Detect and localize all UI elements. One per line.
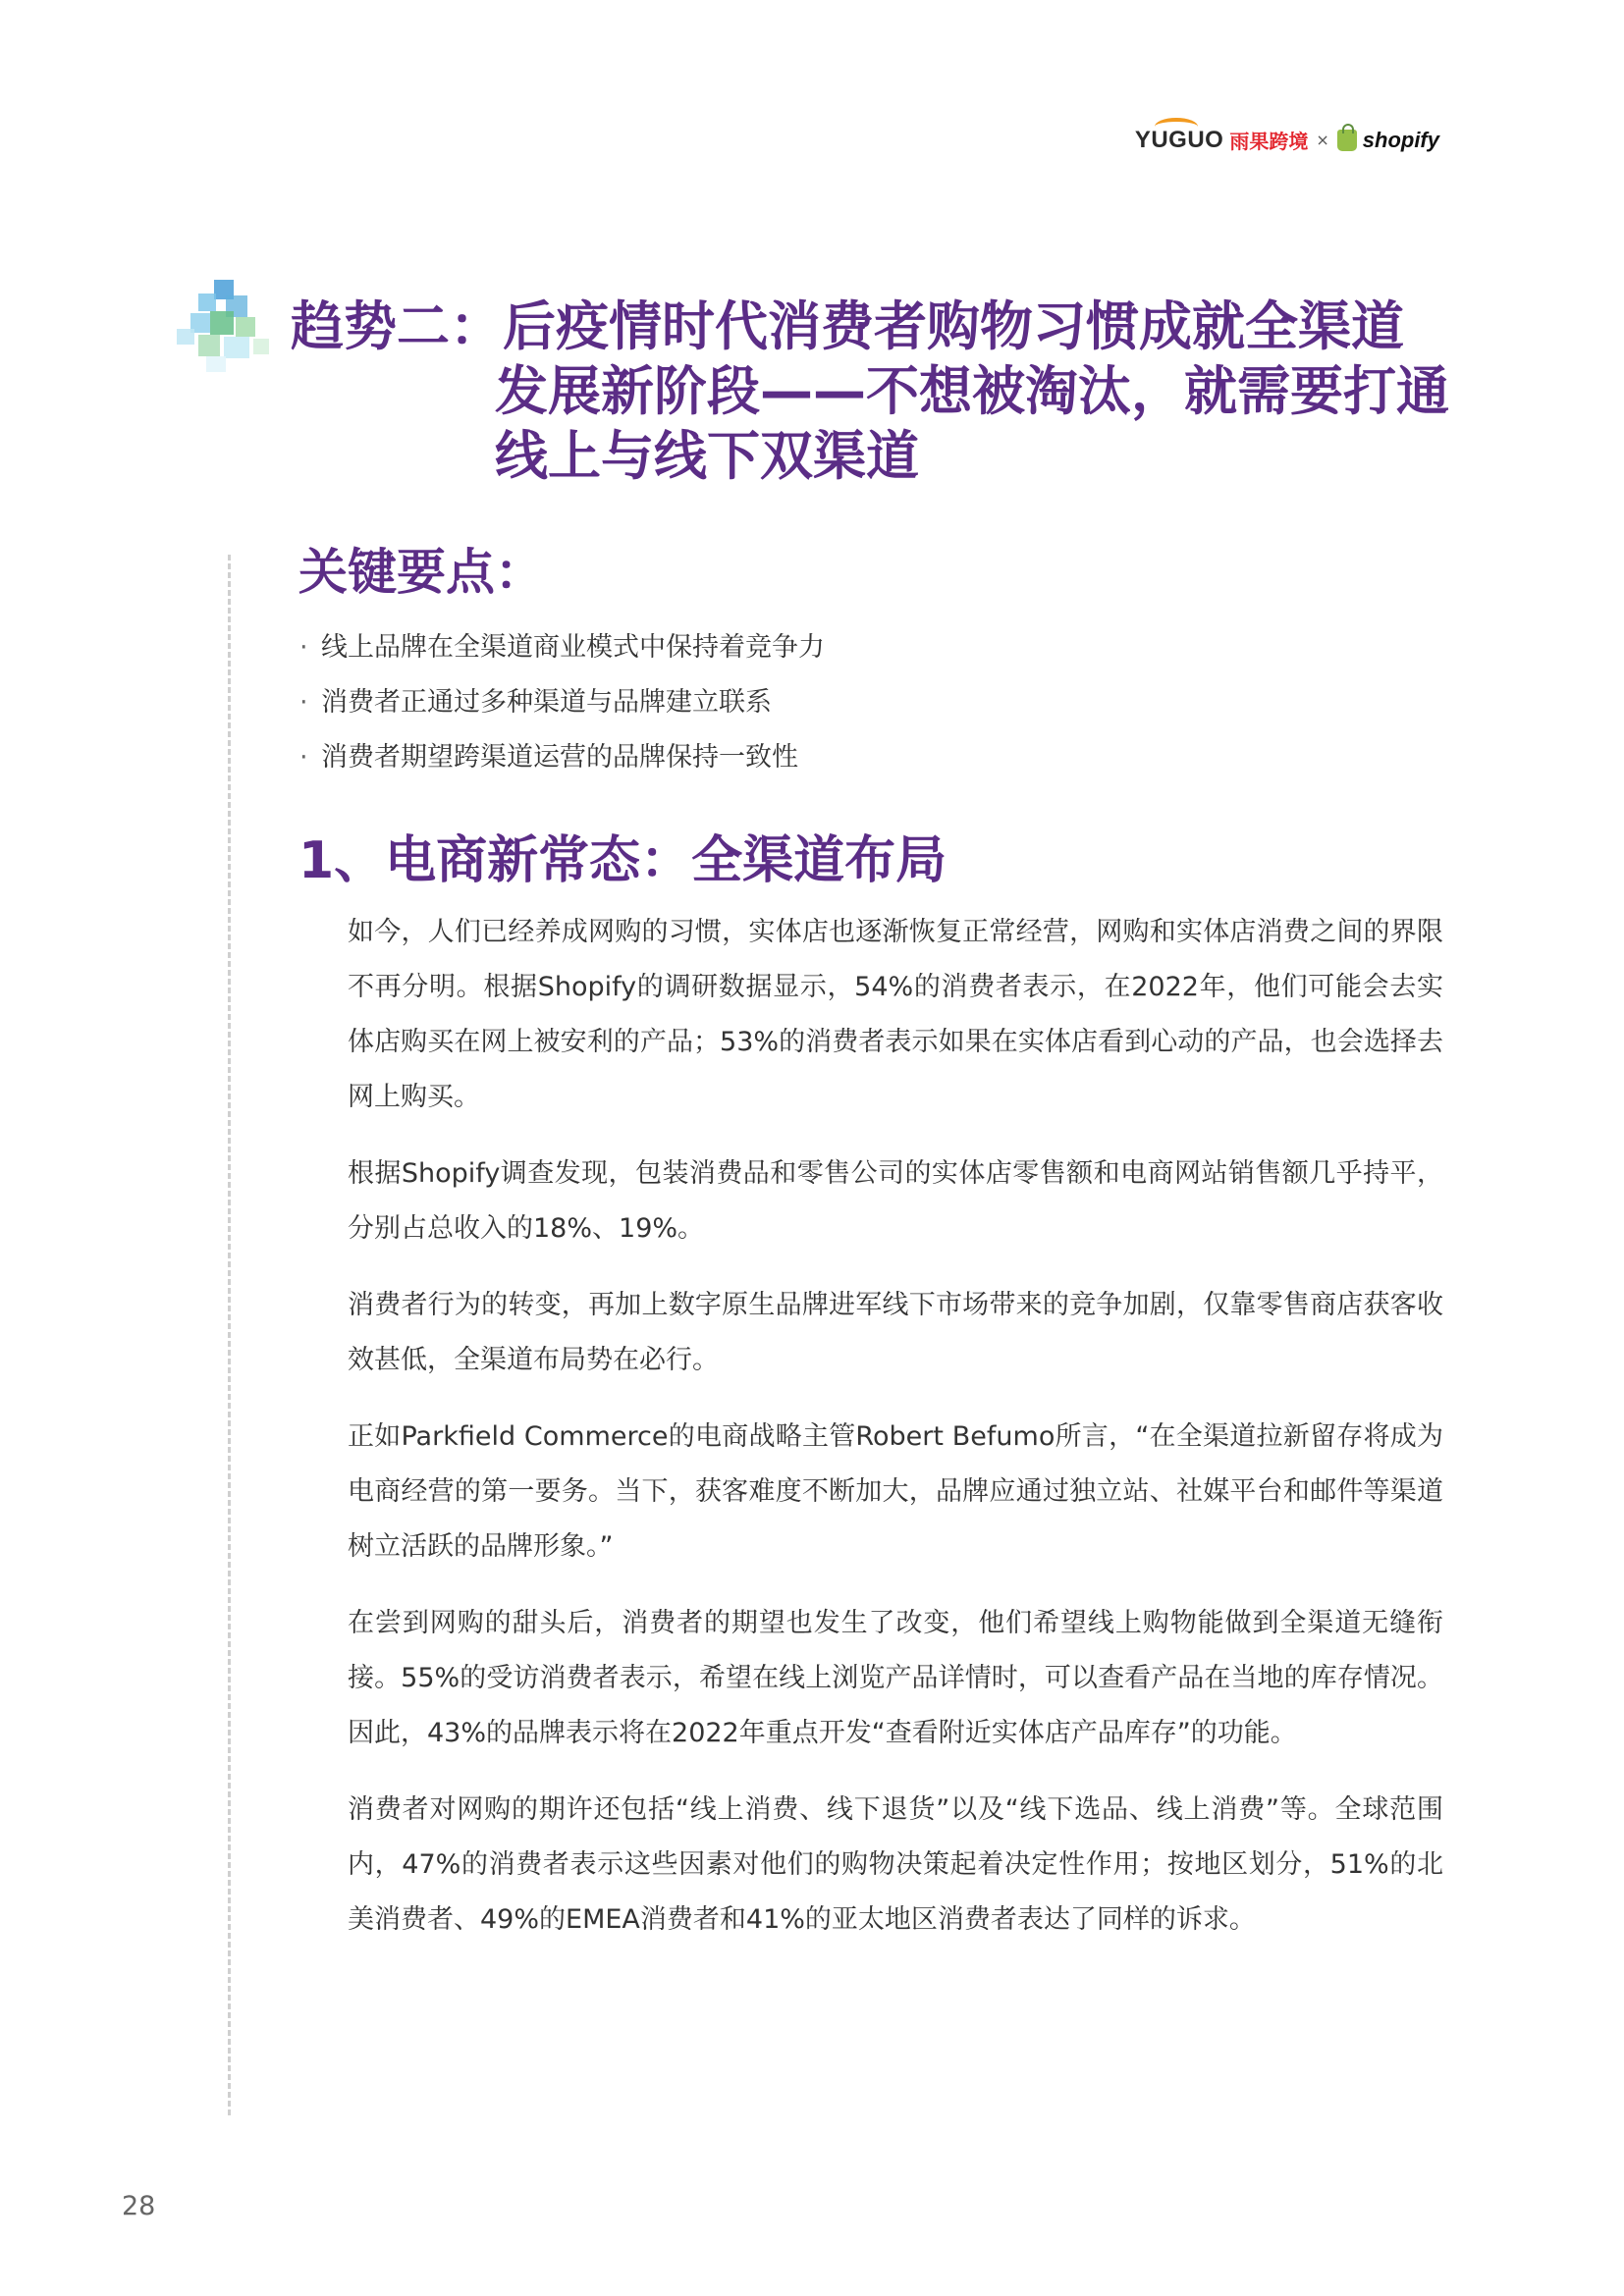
key-points-list (299, 620, 825, 785)
key-point-item (299, 730, 825, 785)
body-paragraph: 消费者行为的转变，再加上数字原生品牌进军线下市场带来的竞争加剧，仅靠零售商店获客收效甚低，全渠道布局势在必行。 (348, 1290, 1443, 1375)
trend-cubes-icon (177, 278, 275, 376)
body-paragraph: 如今，人们已经养成网购的习惯，实体店也逐渐恢复正常经营，网购和实体店消费之间的界限不再分明。根据Shopify的调研数据显示，54%的消费者表示，在2022年，他们可能会去实体店购买在网上被安利的产品；53%的消费者表示如果在实体店看到心动的产品，也会选择去网上购买。 (348, 917, 1443, 1112)
bullet-dot: · (299, 632, 308, 663)
key-point-text: 消费者期望跨渠道运营的品牌保持一致性 (321, 742, 798, 773)
key-point-text: 消费者正通过多种渠道与品牌建立联系 (321, 687, 772, 718)
shopify-logo-text: shopify (1362, 127, 1439, 152)
trend-title (291, 294, 1469, 489)
brand-separator: × (1316, 131, 1329, 149)
page-number: 28 (122, 2191, 156, 2221)
dashed-divider (228, 555, 231, 2115)
trend-title-line: 发展新阶段——不想被淘汰，就需要打通 (495, 360, 1449, 422)
yuguo-cn-text: 雨果跨境 (1229, 130, 1309, 153)
yuguo-logo-arc (1155, 118, 1198, 135)
trend-title-line: 趋势二：后疫情时代消费者购物习惯成就全渠道 (291, 295, 1404, 357)
bullet-dot: · (299, 742, 308, 773)
body-text (348, 905, 1443, 1969)
bullet-dot: · (299, 687, 308, 718)
yuguo-logo (1135, 127, 1224, 154)
trend-title-line: 线上与线下双渠道 (495, 425, 919, 487)
header-brand-logos (1135, 126, 1439, 154)
body-paragraph: 根据Shopify调查发现，包装消费品和零售公司的实体店零售额和电商网站销售额几乎持平，分别占总收入的18%、19%。 (348, 1158, 1443, 1244)
key-point-text: 线上品牌在全渠道商业模式中保持着竞争力 (321, 632, 825, 663)
key-point-item (299, 620, 825, 675)
key-point-item (299, 675, 825, 730)
body-paragraph: 在尝到网购的甜头后，消费者的期望也发生了改变，他们希望线上购物能做到全渠道无缝衔接。55%的受访消费者表示，希望在线上浏览产品详情时，可以查看产品在当地的库存情况。因此，43%的品牌表示将在2022年重点开发“查看附近实体店产品库存”的功能。 (348, 1608, 1443, 1748)
section-heading: 1、电商新常态：全渠道布局 (298, 831, 947, 890)
shopify-bag-icon (1337, 130, 1357, 151)
body-paragraph: 正如Parkfield Commerce的电商战略主管Robert Befumo所言，“在全渠道拉新留存将成为电商经营的第一要务。当下，获客难度不断加大，品牌应通过独立站、社媒平台和邮件等渠道树立活跃的品牌形象。” (348, 1421, 1443, 1562)
body-paragraph: 消费者对网购的期许还包括“线上消费、线下退货”以及“线下选品、线上消费”等。全球范围内，47%的消费者表示这些因素对他们的购物决策起着决定性作用；按地区划分，51%的北美消费者、49%的EMEA消费者和41%的亚太地区消费者表达了同样的诉求。 (348, 1794, 1443, 1935)
yuguo-logo-text: YUGUO (1134, 126, 1224, 153)
key-points-heading: 关键要点： (298, 544, 544, 601)
